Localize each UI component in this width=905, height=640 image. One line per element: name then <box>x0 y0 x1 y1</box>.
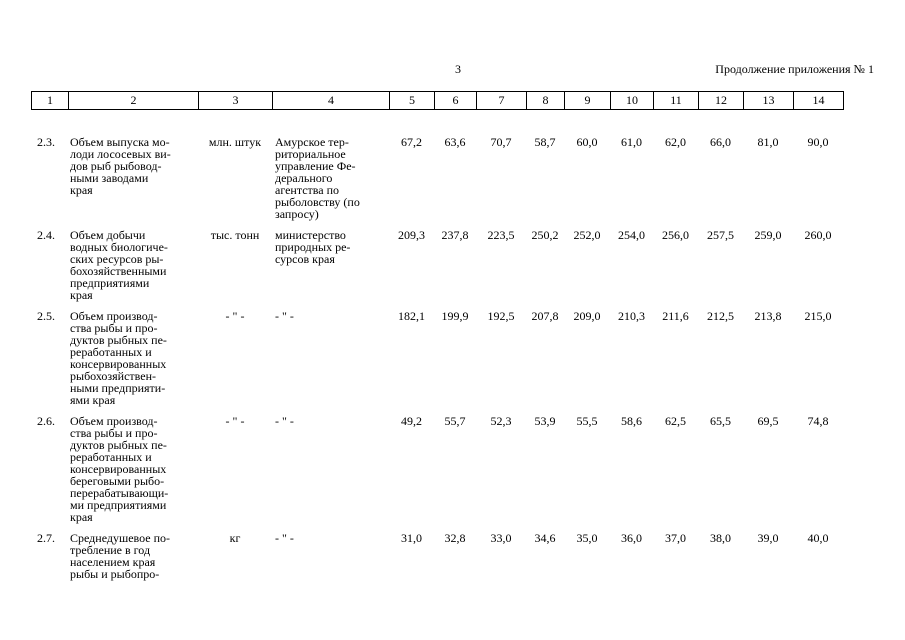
header-col-1: 1 <box>32 92 69 110</box>
value-col-11: 62,0 <box>665 135 686 149</box>
value-col-7: 192,5 <box>487 309 515 323</box>
value-col-5: 31,0 <box>401 531 422 545</box>
value-col-8: 250,2 <box>531 228 559 242</box>
indicator-name: Объем производ- ства рыбы и про- дуктов рыбных пе- реработанных и консервированных рыбохозяйствен- ными предприяти- ями края <box>70 309 167 407</box>
header-col-4: 4 <box>273 92 390 110</box>
value-col-13: 39,0 <box>757 531 779 545</box>
table-row <box>31 310 843 415</box>
value-col-9: 35,0 <box>576 531 598 545</box>
value-col-10: 58,6 <box>621 414 642 428</box>
unit: кг <box>229 531 241 545</box>
value-col-12: 212,5 <box>707 309 734 323</box>
column-number-header <box>31 91 844 110</box>
header-col-12: 12 <box>699 92 744 110</box>
unit: млн. штук <box>208 135 262 149</box>
value-col-10: 254,0 <box>618 228 645 242</box>
indicator-name: Объем производ- ства рыбы и про- дуктов рыбных пе- реработанных и консервированных береговыми рыбо- перерабатывающи- ми предприятиями края <box>70 414 169 524</box>
indicator-name: Объем выпуска мо- лоди лососевых ви- дов рыб рыбовод- ными заводами края <box>70 135 171 197</box>
value-col-5: 182,1 <box>398 309 425 323</box>
value-col-12: 257,5 <box>707 228 734 242</box>
value-col-9: 209,0 <box>573 309 601 323</box>
value-col-13: 69,5 <box>757 414 779 428</box>
value-col-11: 62,5 <box>665 414 686 428</box>
unit: тыс. тонн <box>210 228 260 242</box>
value-col-5: 67,2 <box>401 135 422 149</box>
value-col-10: 210,3 <box>618 309 645 323</box>
value-col-8: 53,9 <box>534 414 556 428</box>
value-col-6: 63,6 <box>444 135 466 149</box>
value-col-6: 32,8 <box>444 531 466 545</box>
value-col-13: 81,0 <box>757 135 779 149</box>
value-col-14: 74,8 <box>807 414 829 428</box>
value-col-12: 38,0 <box>710 531 731 545</box>
row-number: 2.3. <box>37 135 55 149</box>
table-row <box>31 532 843 589</box>
value-col-12: 66,0 <box>710 135 731 149</box>
value-col-10: 61,0 <box>621 135 642 149</box>
header-col-11: 11 <box>654 92 699 110</box>
value-col-14: 215,0 <box>804 309 832 323</box>
unit: - " - <box>225 414 245 428</box>
value-col-7: 70,7 <box>490 135 512 149</box>
page-number: 3 <box>455 62 461 76</box>
header-col-14: 14 <box>794 92 844 110</box>
header-col-9: 9 <box>565 92 611 110</box>
row-number: 2.7. <box>37 531 55 545</box>
row-number: 2.6. <box>37 414 55 428</box>
value-col-11: 211,6 <box>662 309 689 323</box>
value-col-14: 90,0 <box>807 135 829 149</box>
value-col-7: 223,5 <box>487 228 515 242</box>
value-col-6: 55,7 <box>444 414 466 428</box>
header-col-6: 6 <box>435 92 477 110</box>
row-number: 2.5. <box>37 309 55 323</box>
row-number: 2.4. <box>37 228 55 242</box>
header-col-2: 2 <box>69 92 199 110</box>
value-col-10: 36,0 <box>621 531 642 545</box>
table-row <box>31 229 843 310</box>
value-col-8: 58,7 <box>534 135 556 149</box>
value-col-14: 260,0 <box>804 228 832 242</box>
value-col-13: 213,8 <box>754 309 782 323</box>
value-col-11: 37,0 <box>665 531 686 545</box>
value-col-5: 49,2 <box>401 414 422 428</box>
value-col-13: 259,0 <box>754 228 782 242</box>
data-source: - " - <box>275 309 294 323</box>
unit: - " - <box>225 309 245 323</box>
value-col-6: 237,8 <box>441 228 469 242</box>
table-row <box>31 415 843 532</box>
data-source: министерство природных ре- сурсов края <box>275 228 351 266</box>
indicator-name: Объем добычи водных биологиче- ских ресурсов ры- бохозяйственными предприятиями края <box>70 228 168 302</box>
header-col-8: 8 <box>527 92 565 110</box>
header-col-3: 3 <box>199 92 273 110</box>
indicators-table <box>31 136 843 589</box>
value-col-9: 60,0 <box>576 135 598 149</box>
value-col-5: 209,3 <box>398 228 425 242</box>
value-col-14: 40,0 <box>807 531 829 545</box>
value-col-11: 256,0 <box>662 228 689 242</box>
value-col-8: 207,8 <box>531 309 559 323</box>
header-col-13: 13 <box>744 92 794 110</box>
continuation-label: Продолжение приложения № 1 <box>715 62 874 76</box>
header-col-7: 7 <box>477 92 527 110</box>
data-source: - " - <box>275 531 294 545</box>
data-source: - " - <box>275 414 294 428</box>
indicator-name: Среднедушевое по- требление в год населением края рыбы и рыбопро- <box>70 531 171 581</box>
value-col-7: 52,3 <box>490 414 512 428</box>
value-col-7: 33,0 <box>490 531 512 545</box>
data-source: Амурское тер- риториальное управление Фе- дерального агентства по рыболовству (по запросу) <box>275 135 360 221</box>
table-row <box>31 136 843 229</box>
value-col-6: 199,9 <box>441 309 469 323</box>
value-col-12: 65,5 <box>710 414 731 428</box>
value-col-9: 252,0 <box>573 228 601 242</box>
value-col-9: 55,5 <box>576 414 598 428</box>
value-col-8: 34,6 <box>534 531 556 545</box>
header-col-10: 10 <box>611 92 654 110</box>
header-col-5: 5 <box>390 92 435 110</box>
